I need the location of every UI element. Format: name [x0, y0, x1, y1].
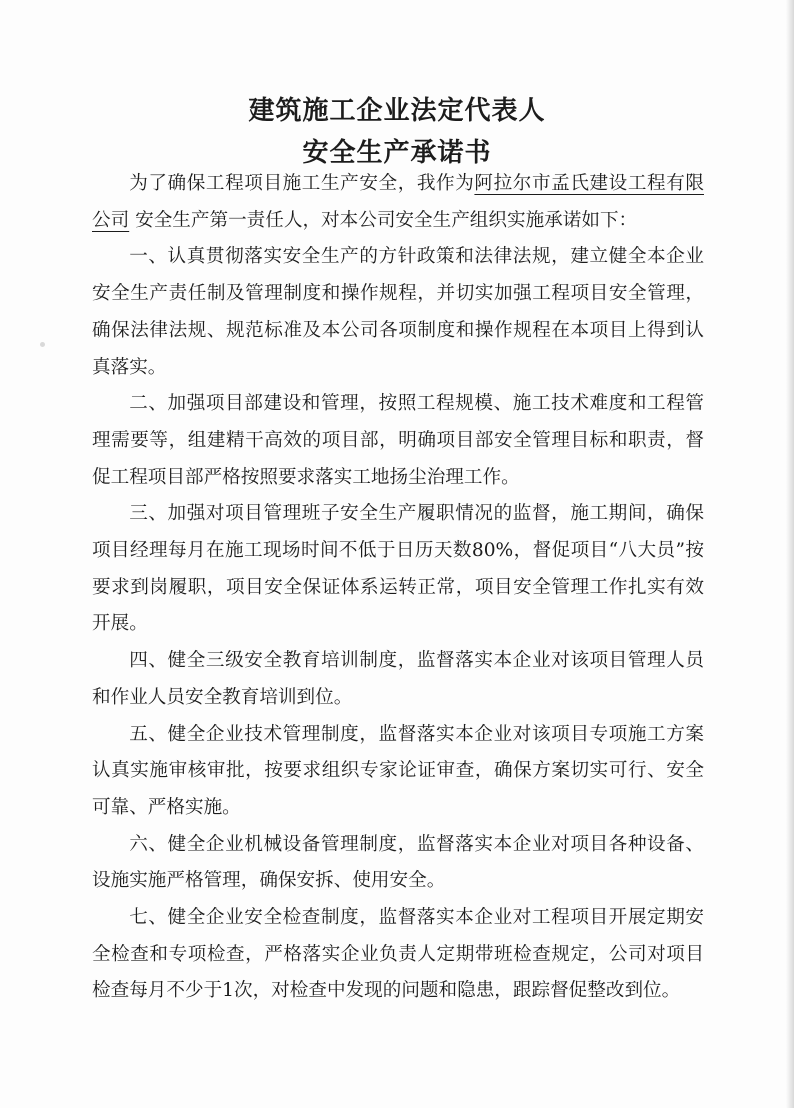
- clause-1: 一、认真贯彻落实安全生产的方针政策和法律法规，建立健全本企业安全生产责任制及管理制度和操作规程，并切实加强工程项目安全管理，确保法律法规、规范标准及本公司各项制度和操作规程在本项目上得到认真落实。: [92, 246, 704, 378]
- document-title-line-1: 建筑施工企业法定代表人: [248, 96, 546, 126]
- intro-suffix: 安全生产第一责任人，对本公司安全生产组织实施承诺如下：: [129, 209, 638, 231]
- clause-2: 二、加强项目部建设和管理，按照工程规模、施工技术难度和工程管理需要等，组建精干高效的项目部，明确项目部安全管理目标和职责，督促工程项目部严格按照要求落实工地扬尘治理工作。: [92, 393, 704, 488]
- intro-prefix: 为了确保工程项目施工生产安全，我作为: [129, 173, 475, 194]
- clause-3: 三、加强对项目管理班子安全生产履职情况的监督，施工期间，确保项目经理每月在施工现场时间不低于日历天数80%，督促项目“八大员”按要求到岗履职，项目安全保证体系运转正常，项目安全管理工作扎实有效开展。: [92, 503, 704, 635]
- document-title-line-2: 安全生产承诺书: [302, 138, 492, 168]
- company-name: 阿拉尔市孟氏建设工程有限公司: [92, 173, 704, 231]
- clause-5: 五、健全企业技术管理制度，监督落实本企业对该项目专项施工方案认真实施审核审批，按要求组织专家论证审查，确保方案切实可行、安全可靠、严格实施。: [92, 723, 704, 818]
- intro-paragraph: [92, 166, 704, 239]
- document-body: [92, 166, 704, 1010]
- scan-speck: [40, 342, 45, 347]
- clause-4: 四、健全三级安全教育培训制度，监督落实本企业对该项目管理人员和作业人员安全教育培训到位。: [92, 650, 704, 708]
- clause-6: 六、健全企业机械设备管理制度，监督落实本企业对项目各种设备、设施实施严格管理，确保安拆、使用安全。: [92, 833, 704, 892]
- clause-7: 七、健全企业安全检查制度，监督落实本企业对工程项目开展定期安全检查和专项检查，严格落实企业负责人定期带班检查规定，公司对项目检查每月不少于1次，对检查中发现的问题和隐患，跟踪督促整改到位。: [92, 907, 704, 1002]
